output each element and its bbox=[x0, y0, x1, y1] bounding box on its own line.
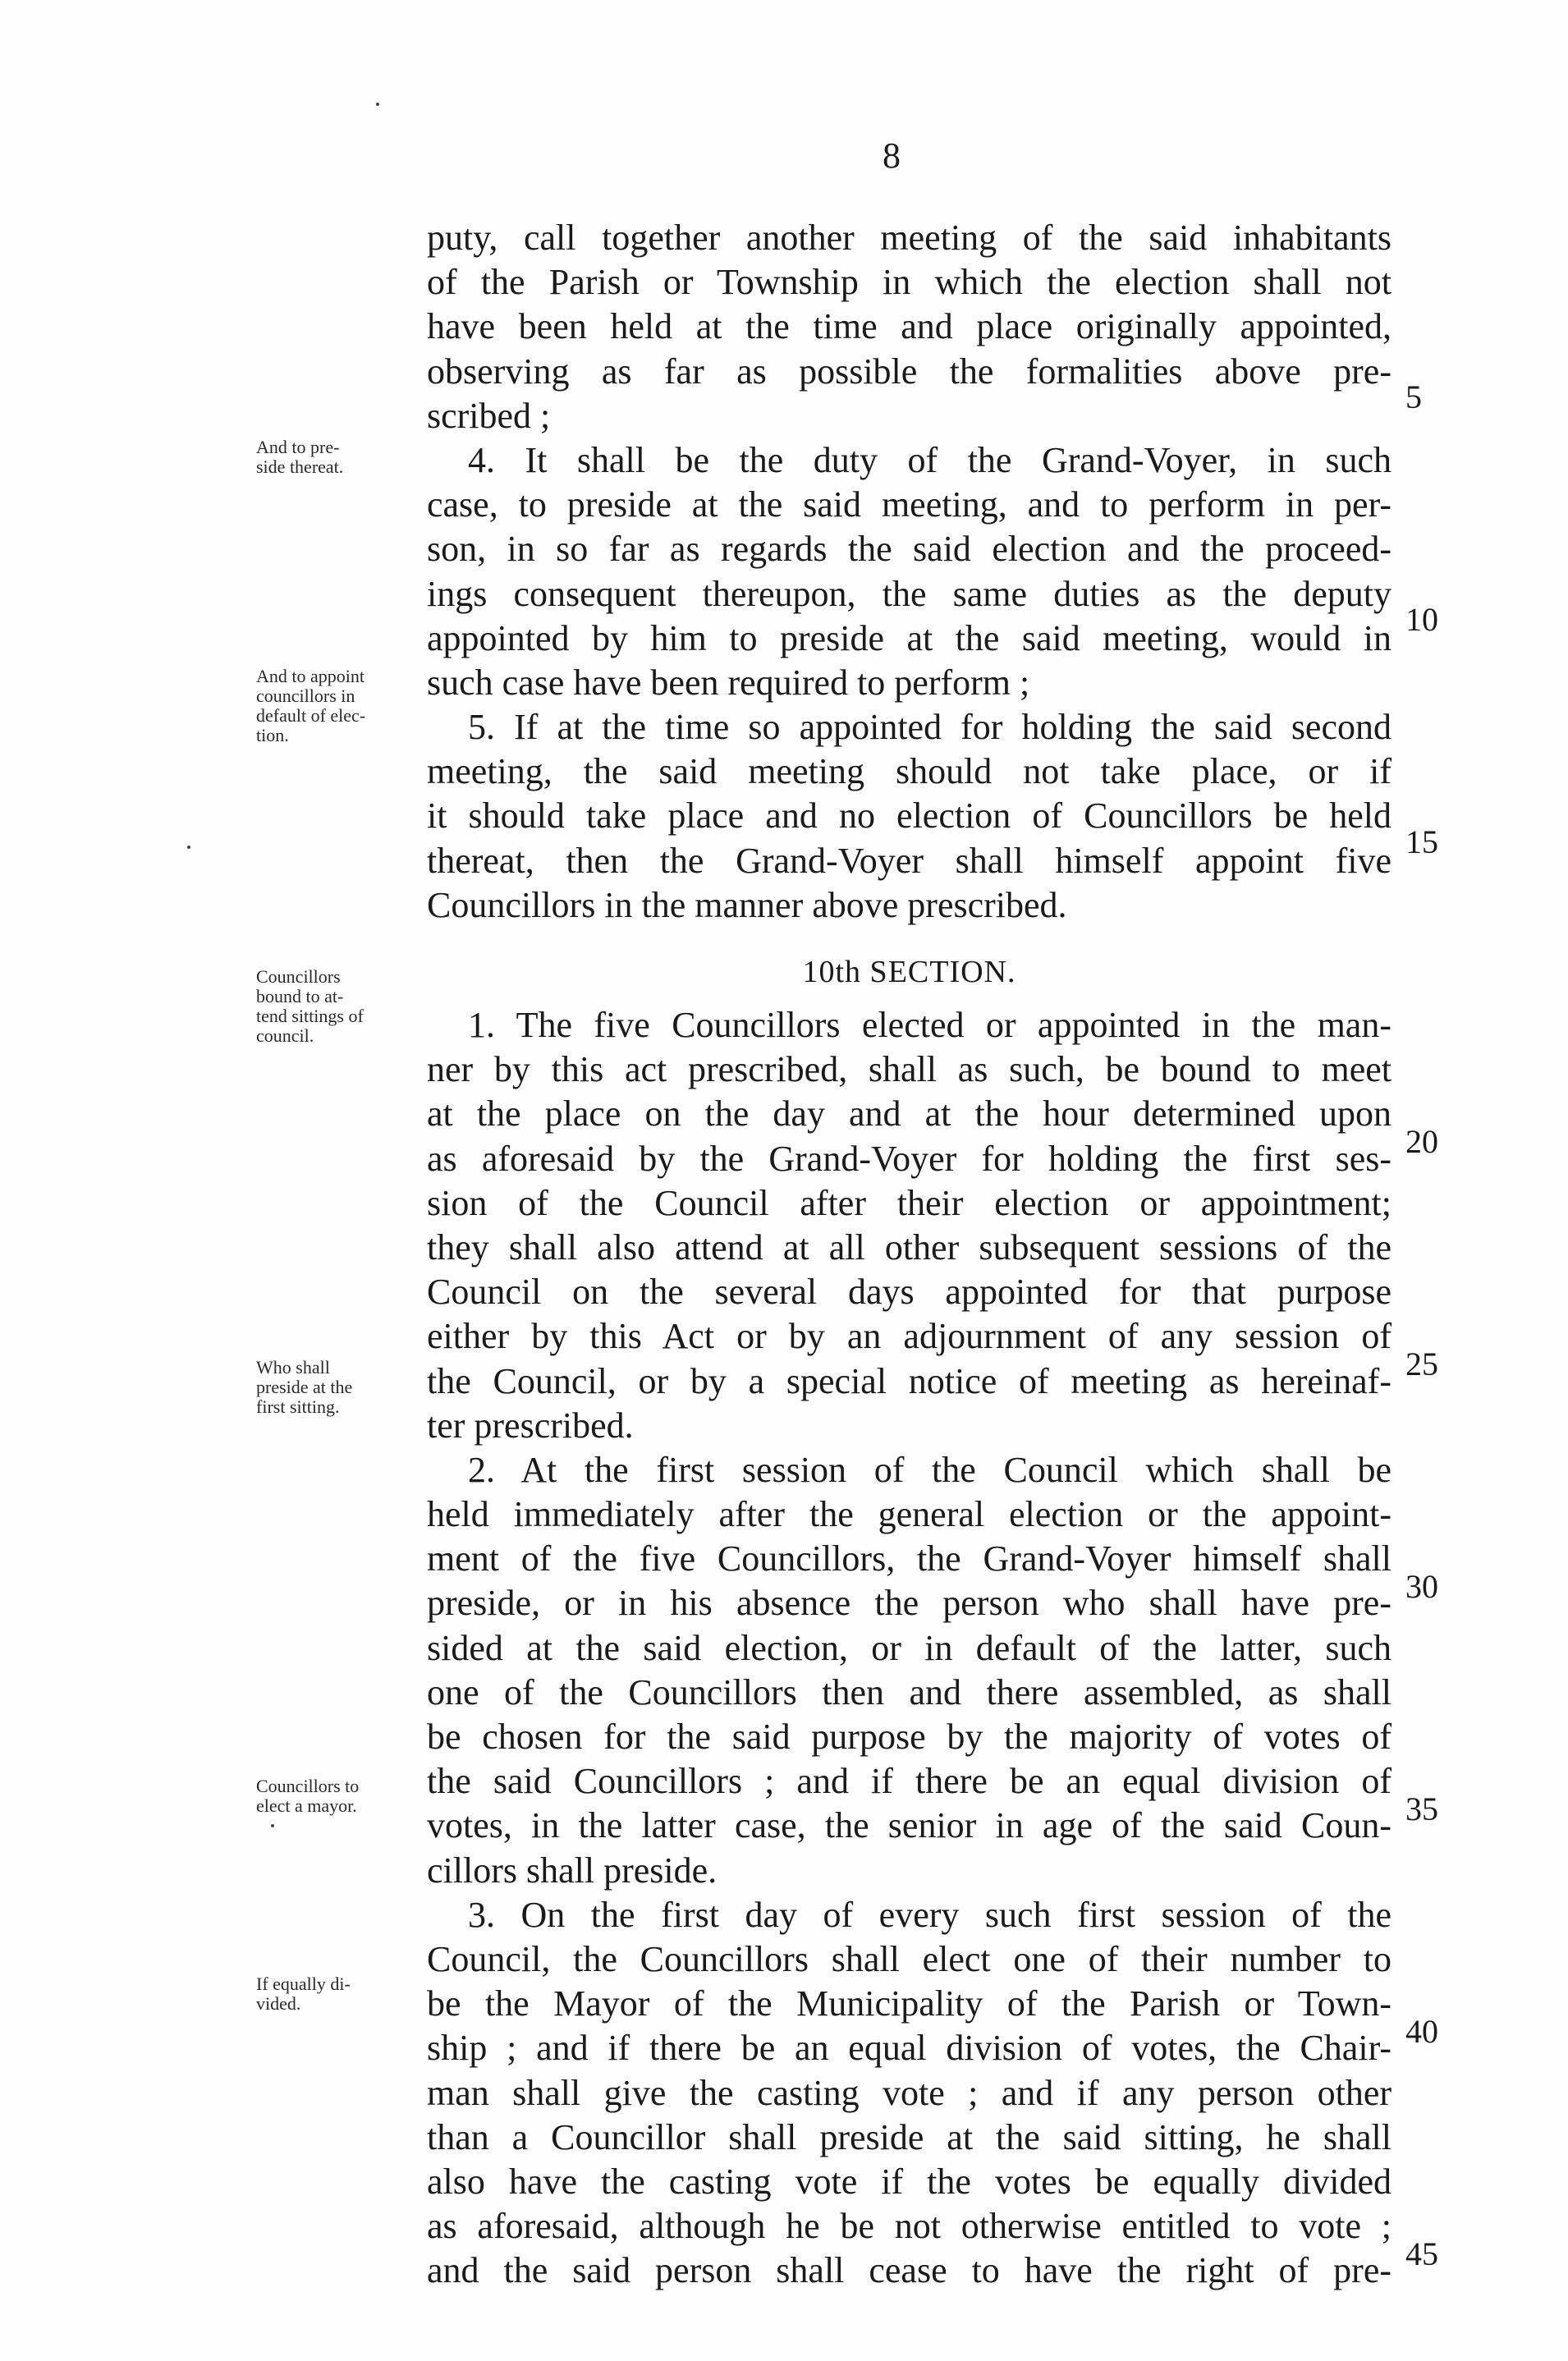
print-speck bbox=[376, 103, 379, 106]
body-line: either by this Act or by an adjournment of any session of bbox=[427, 1316, 1391, 1357]
margin-note-line: And to pre- bbox=[256, 437, 340, 457]
section-heading: 10th SECTION. bbox=[802, 955, 1016, 989]
line-number: 35 bbox=[1405, 1790, 1438, 1827]
body-line: scribed ; bbox=[427, 395, 551, 436]
margin-note bbox=[256, 667, 404, 745]
body-line: at the place on the day and at the hour determined upon bbox=[427, 1093, 1391, 1135]
body-line: and the said person shall cease to have the right of pre- bbox=[427, 2250, 1391, 2291]
body-line: ter prescribed. bbox=[427, 1405, 634, 1446]
margin-note-line: If equally di- bbox=[256, 1974, 351, 1994]
margin-note-line: bound to at- bbox=[256, 986, 344, 1006]
body-line: son, in so far as regards the said election and the proceed- bbox=[427, 529, 1391, 570]
body-line: than a Councillor shall preside at the said sitting, he shall bbox=[427, 2116, 1391, 2157]
margin-note-line: Who shall bbox=[256, 1357, 330, 1378]
body-line: appointed by him to preside at the said meeting, would in bbox=[427, 617, 1391, 658]
body-line: of the Parish or Township in which the election shall not bbox=[427, 262, 1391, 303]
body-line: be the Mayor of the Municipality of the Parish or Town- bbox=[427, 1983, 1391, 2024]
body-line: thereat, then the Grand-Voyer shall himself appoint five bbox=[427, 840, 1391, 881]
margin-note bbox=[256, 1358, 404, 1417]
margin-note-line: first sitting. bbox=[256, 1396, 340, 1417]
body-line: meeting, the said meeting should not take place, or if bbox=[427, 751, 1391, 792]
body-line: Councillors in the manner above prescribed. bbox=[427, 884, 1067, 925]
body-line: have been held at the time and place originally appointed, bbox=[427, 306, 1391, 347]
line-number: 20 bbox=[1405, 1123, 1438, 1160]
margin-note-line: tend sittings of bbox=[256, 1006, 364, 1026]
body-line: case, to preside at the said meeting, and to perform in per- bbox=[427, 484, 1391, 525]
margin-note-line: elect a mayor. bbox=[256, 1795, 357, 1816]
body-line: ner by this act prescribed, shall as such, be bound to meet bbox=[427, 1049, 1391, 1090]
line-number: 5 bbox=[1405, 378, 1422, 415]
margin-note-line: side thereat. bbox=[256, 456, 344, 477]
body-line: man shall give the casting vote ; and if any person other bbox=[427, 2072, 1391, 2113]
margin-note-line: Councillors bbox=[256, 966, 341, 987]
body-line: 2. At the first session of the Council which shall be bbox=[468, 1449, 1391, 1490]
line-number: 45 bbox=[1405, 2235, 1438, 2272]
body-line: observing as far as possible the formalities above pre- bbox=[427, 351, 1391, 392]
body-line: ings consequent thereupon, the same duties as the deputy bbox=[427, 573, 1391, 614]
body-line: puty, call together another meeting of the said inhabitants bbox=[427, 218, 1391, 258]
margin-note bbox=[256, 967, 404, 1046]
body-line: as aforesaid, although he be not otherwise entitled to vote ; bbox=[427, 2206, 1391, 2247]
margin-note-line: councillors in bbox=[256, 685, 355, 706]
body-line: 4. It shall be the duty of the Grand-Voyer, in such bbox=[468, 439, 1391, 480]
margin-note-line: preside at the bbox=[256, 1377, 353, 1397]
body-line: Council, the Councillors shall elect one of their number to bbox=[427, 1938, 1391, 1979]
margin-note-line: tion. bbox=[256, 725, 289, 745]
body-line: one of the Councillors then and there assembled, as shall bbox=[427, 1671, 1391, 1712]
body-line: 3. On the first day of every such first session of the bbox=[468, 1894, 1391, 1935]
body-line: preside, or in his absence the person who shall have pre- bbox=[427, 1583, 1391, 1624]
margin-note-line: Councillors to bbox=[256, 1776, 360, 1796]
body-line: as aforesaid by the Grand-Voyer for holding the first ses- bbox=[427, 1138, 1391, 1179]
page-number: 8 bbox=[883, 135, 901, 176]
body-line: sided at the said election, or in default of the latter, such bbox=[427, 1627, 1391, 1668]
body-line: 1. The five Councillors elected or appointed in the man- bbox=[468, 1005, 1391, 1045]
print-speck bbox=[271, 1824, 274, 1827]
body-line: such case have been required to perform ; bbox=[427, 662, 1030, 703]
body-line: held immediately after the general election or the appoint- bbox=[427, 1494, 1391, 1535]
body-line: sion of the Council after their election or appointment; bbox=[427, 1182, 1391, 1223]
margin-note-line: vided. bbox=[256, 1993, 301, 2014]
body-line: be chosen for the said purpose by the majority of votes of bbox=[427, 1717, 1391, 1757]
margin-note bbox=[256, 1974, 404, 2014]
margin-note-line: council. bbox=[256, 1025, 314, 1046]
body-line: 5. If at the time so appointed for holding the said second bbox=[468, 707, 1391, 748]
body-line: the said Councillors ; and if there be an equal division of bbox=[427, 1761, 1391, 1802]
body-line: Council on the several days appointed for that purpose bbox=[427, 1272, 1391, 1313]
body-line: cillors shall preside. bbox=[427, 1850, 718, 1891]
margin-note-line: And to appoint bbox=[256, 666, 364, 686]
body-line: ship ; and if there be an equal division of votes, the Chair- bbox=[427, 2028, 1391, 2069]
body-line: also have the casting vote if the votes be equally divided bbox=[427, 2161, 1391, 2202]
margin-note-line: default of elec- bbox=[256, 705, 366, 726]
print-speck bbox=[187, 846, 190, 849]
body-line: they shall also attend at all other subsequent sessions of the bbox=[427, 1226, 1391, 1268]
line-number: 15 bbox=[1405, 823, 1438, 860]
line-number: 10 bbox=[1405, 601, 1438, 638]
body-line: it should take place and no election of Councillors be held bbox=[427, 795, 1391, 837]
line-number: 25 bbox=[1405, 1346, 1438, 1382]
body-line: the Council, or by a special notice of meeting as hereinaf- bbox=[427, 1360, 1391, 1401]
margin-note bbox=[256, 438, 404, 477]
line-number: 40 bbox=[1405, 2013, 1438, 2050]
line-number: 30 bbox=[1405, 1568, 1438, 1605]
margin-note bbox=[256, 1776, 404, 1816]
body-line: ment of the five Councillors, the Grand-Voyer himself shall bbox=[427, 1538, 1391, 1579]
body-text bbox=[427, 216, 1391, 2293]
body-line: votes, in the latter case, the senior in age of the said Coun- bbox=[427, 1805, 1391, 1846]
